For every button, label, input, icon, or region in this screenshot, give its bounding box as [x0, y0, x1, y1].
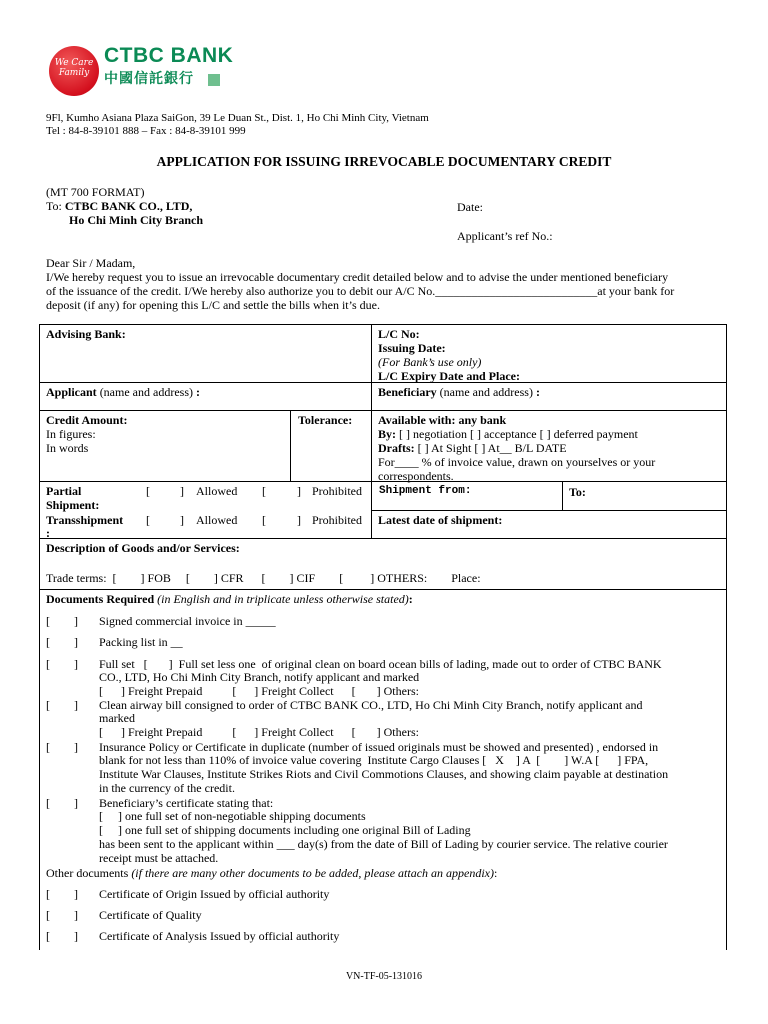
form-title: APPLICATION FOR ISSUING IRREVOCABLE DOCUMENTARY CREDIT	[156, 154, 612, 169]
bank-name: CTBC BANK	[104, 44, 234, 67]
for-line-1: For____ % of invoice value, drawn on yourselves or your	[378, 455, 656, 469]
advising-bank-label: Advising Bank:	[46, 327, 126, 341]
to-branch: Ho Chi Minh City Branch	[69, 213, 204, 227]
letter-line-3: deposit (if any) for opening this L/C and settle the bills when it’s due.	[46, 298, 380, 312]
doc-freight-options: [ ] Freight Prepaid [ ] Freight Collect [ ] Others:	[99, 684, 419, 698]
applicant-field	[46, 385, 200, 399]
doc-text: [ ] one full set of non-negotiable shipping documents	[99, 809, 366, 823]
lc-no-label: L/C No:	[378, 327, 420, 341]
doc-text: marked	[99, 711, 135, 725]
form-code-footer: VN-TF-05-131016	[345, 971, 423, 982]
doc-text: Certificate of Origin Issued by official authority	[99, 887, 330, 901]
drafts-line	[378, 441, 567, 455]
doc-text: Packing list in __	[99, 635, 183, 649]
in-figures-label: In figures:	[46, 427, 96, 441]
logo-slogan: We Care Family	[54, 58, 94, 78]
by-line	[378, 427, 638, 441]
doc-checkbox[interactable]: [ ]	[46, 635, 78, 649]
doc-text: in the currency of the credit.	[99, 781, 235, 795]
doc-text: Insurance Policy or Certificate in duplicate (number of issued originals must be showed and presented) , endorsed in	[99, 740, 659, 754]
available-with-label: Available with: any bank	[378, 413, 507, 427]
in-words-label: In words	[46, 441, 89, 455]
documents-required-heading	[46, 592, 413, 606]
doc-text: Beneficiary’s certificate stating that:	[99, 796, 274, 810]
to-line	[46, 199, 192, 213]
for-line-2: correspondents.	[378, 469, 454, 483]
to-label: To:	[46, 199, 62, 213]
documents-required-label: Documents Required	[46, 592, 155, 606]
doc-checkbox[interactable]: [ ]	[46, 698, 78, 712]
doc-checkbox[interactable]: [ ]	[46, 740, 78, 754]
bank-contact: Tel : 84-8-39101 888 – Fax : 84-8-39101 999	[46, 125, 246, 137]
beneficiary-label: Beneficiary	[378, 385, 437, 399]
trans-allowed-bracket-close: ]	[180, 513, 184, 527]
doc-text: Certificate of Analysis Issued by official authority	[99, 929, 340, 943]
applicant-ref-label: Applicant’s ref No.:	[457, 229, 553, 243]
tolerance-divider	[290, 410, 291, 481]
logo-square-mark	[208, 74, 220, 86]
beneficiary-colon: :	[535, 385, 540, 399]
doc-text: Signed commercial invoice in _____	[99, 614, 276, 628]
shipment-from-label: Shipment from:	[379, 485, 472, 497]
bank-use-note: (For Bank’s use only)	[378, 355, 482, 369]
other-documents-heading	[46, 866, 497, 880]
issuing-date-label: Issuing Date:	[378, 341, 446, 355]
transshipment-label: Transshipment	[46, 513, 124, 527]
doc-checkbox[interactable]: [ ]	[46, 657, 78, 671]
partial-prohibited-bracket-close: ]	[297, 484, 301, 498]
doc-checkbox[interactable]: [ ]	[46, 614, 78, 628]
doc-freight-options: [ ] Freight Prepaid [ ] Freight Collect [ ] Others:	[99, 725, 419, 739]
trans-allowed-bracket-open: [	[146, 513, 150, 527]
goods-description-label: Description of Goods and/or Services:	[46, 541, 240, 555]
row-divider-goods	[39, 538, 727, 539]
other-documents-note: (if there are many other documents to be added, please attach an appendix)	[131, 866, 495, 880]
doc-text: Full set [ ] Full set less one of original clean on board ocean bills of lading, made out to order of CTBC BANK	[99, 657, 662, 671]
applicant-note: (name and address)	[99, 385, 193, 399]
doc-text: [ ] one full set of shipping documents including one original Bill of Lading	[99, 823, 471, 837]
doc-checkbox[interactable]: [ ]	[46, 887, 78, 901]
row-divider-latest-date	[371, 510, 727, 511]
doc-checkbox[interactable]: [ ]	[46, 908, 78, 922]
doc-text: has been sent to the applicant within ___ day(s) from the date of Bill of Lading by courier service. The relative courier	[99, 837, 668, 851]
by-options: [ ] negotiation [ ] acceptance [ ] deferred payment	[399, 427, 638, 441]
trans-prohibited-bracket-open: [	[262, 513, 266, 527]
by-label: By:	[378, 427, 396, 441]
doc-text: Institute War Clauses, Institute Strikes Riots and Civil Commotions Clauses, and showing claim payable at destination	[99, 767, 669, 781]
doc-text: receipt must be attached.	[99, 851, 219, 865]
row-divider-documents	[39, 589, 727, 590]
doc-text: CO., LTD, Ho Chi Minh City Branch, notify applicant and marked	[99, 670, 420, 684]
credit-amount-label: Credit Amount:	[46, 413, 128, 427]
partial-label: Partial	[46, 484, 82, 498]
salutation: Dear Sir / Madam,	[46, 256, 136, 270]
partial-shipment-label: Shipment:	[46, 498, 100, 512]
latest-shipment-date-label: Latest date of shipment:	[378, 513, 503, 527]
partial-allowed-bracket-open: [	[146, 484, 150, 498]
bank-logo-emblem	[49, 46, 99, 96]
to-bank-name: CTBC BANK CO., LTD,	[64, 199, 193, 213]
shipment-to-divider	[562, 481, 563, 510]
partial-allowed-label: Allowed	[196, 484, 238, 498]
partial-allowed-bracket-close: ]	[180, 484, 184, 498]
format-label: (MT 700 FORMAT)	[46, 185, 145, 199]
lc-expiry-label: L/C Expiry Date and Place:	[378, 369, 520, 383]
letter-line-1: I/We hereby request you to issue an irrevocable documentary credit detailed below and to advise the under mentioned beneficiary	[46, 270, 669, 284]
beneficiary-field	[378, 385, 540, 399]
beneficiary-note: (name and address)	[439, 385, 533, 399]
transshipment-colon: :	[46, 526, 50, 540]
applicant-label: Applicant	[46, 385, 97, 399]
doc-checkbox[interactable]: [ ]	[46, 796, 78, 810]
row-divider-credit	[39, 410, 727, 411]
table-center-divider	[371, 324, 372, 539]
shipment-to-label: To:	[569, 485, 586, 499]
drafts-label: Drafts:	[378, 441, 415, 455]
doc-text: blank for not less than 110% of invoice value covering Institute Cargo Clauses [ X ] A [ ] W.A [ ] FPA,	[99, 753, 649, 767]
partial-prohibited-bracket-open: [	[262, 484, 266, 498]
trans-prohibited-bracket-close: ]	[297, 513, 301, 527]
table-top-border	[39, 324, 727, 325]
doc-checkbox[interactable]: [ ]	[46, 929, 78, 943]
trans-allowed-label: Allowed	[196, 513, 238, 527]
applicant-colon: :	[195, 385, 200, 399]
bank-address: 9Fl, Kumho Asiana Plaza SaiGon, 39 Le Duan St., Dist. 1, Ho Chi Minh City, Vietnam	[46, 112, 429, 124]
other-documents-colon: :	[494, 866, 498, 880]
date-label: Date:	[457, 200, 483, 214]
table-left-border	[39, 324, 40, 950]
trans-prohibited-label: Prohibited	[312, 513, 362, 527]
drafts-options: [ ] At Sight [ ] At__ B/L DATE	[417, 441, 567, 455]
other-documents-label: Other documents	[46, 866, 129, 880]
bank-name-chinese: 中國信託銀行	[104, 71, 194, 87]
documents-required-note: (in English and in triplicate unless otherwise stated)	[157, 592, 409, 606]
doc-text: Clean airway bill consigned to order of CTBC BANK CO., LTD, Ho Chi Minh City Branch, notify applicant and	[99, 698, 643, 712]
table-right-border	[726, 324, 727, 950]
partial-prohibited-label: Prohibited	[312, 484, 362, 498]
doc-text: Certificate of Quality	[99, 908, 202, 922]
letter-line-2: of the issuance of the credit. I/We hereby also authorize you to debit our A/C No.___________________________at your bank for	[46, 284, 675, 298]
trade-terms-line: Trade terms: [ ] FOB [ ] CFR [ ] CIF [ ] OTHERS: Place:	[46, 571, 481, 585]
documents-required-colon: :	[408, 592, 413, 606]
tolerance-label: Tolerance:	[298, 413, 353, 427]
